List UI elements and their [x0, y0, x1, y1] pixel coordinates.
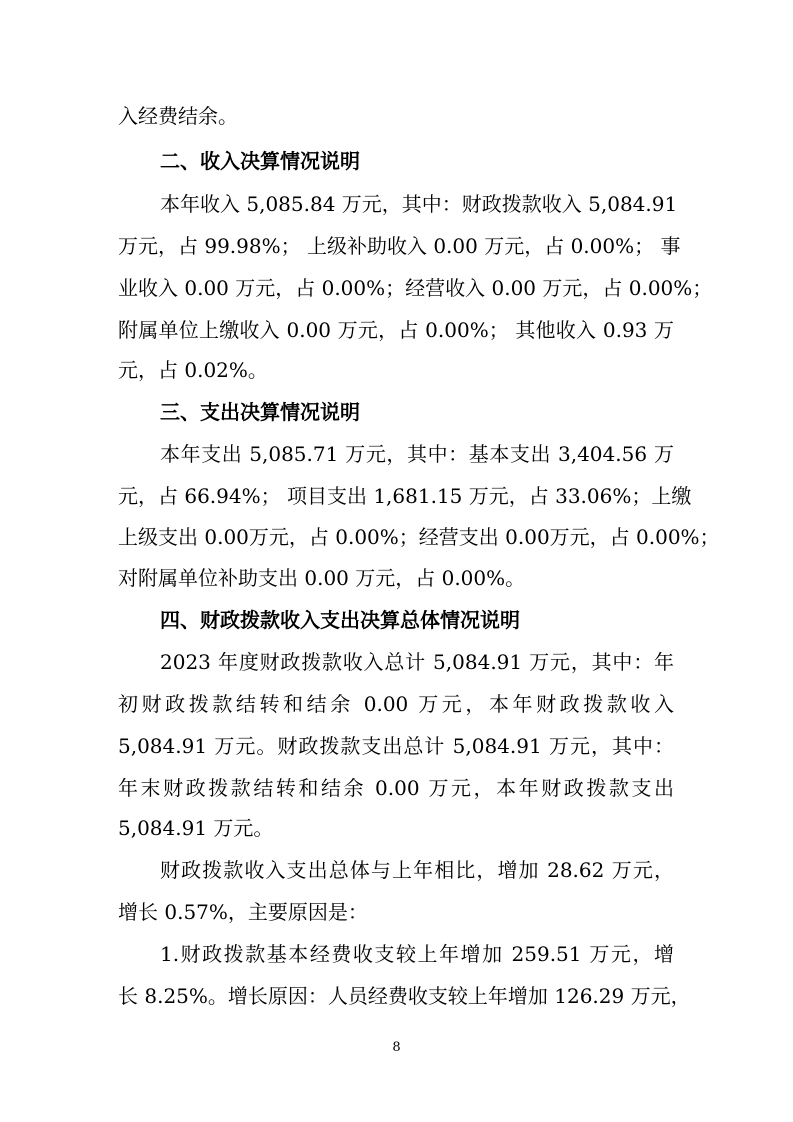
paragraph-line: 5,084.91 万元。财政拨款支出总计 5,084.91 万元，其中：: [118, 734, 674, 758]
paragraph-line: 对附属单位补助支出 0.00 万元，占 0.00%。: [118, 566, 526, 590]
paragraph-line: 元，占 0.02%。: [118, 358, 268, 382]
paragraph-line: 元，占 66.94%； 项目支出 1,681.15 万元，占 33.06%；上缴: [118, 484, 692, 508]
page-number: 8: [392, 1040, 401, 1055]
section-heading-fiscal-appropriation: 四、财政拨款收入支出决算总体情况说明: [160, 608, 520, 632]
paragraph-line: 本年收入 5,085.84 万元，其中：财政拨款收入 5,084.91: [160, 192, 678, 216]
paragraph-line: 万元，占 99.98%； 上级补助收入 0.00 万元，占 0.00%； 事: [118, 234, 681, 258]
paragraph-line: 入经费结余。: [118, 104, 238, 128]
paragraph-line: 年末财政拨款结转和结余 0.00 万元，本年财政拨款支出: [118, 776, 674, 800]
paragraph-line: 初财政拨款结转和结余 0.00 万元，本年财政拨款收入: [118, 692, 674, 716]
paragraph-line: 增长 0.57%，主要原因是：: [118, 900, 368, 924]
paragraph-line: 附属单位上缴收入 0.00 万元，占 0.00%； 其他收入 0.93 万: [118, 318, 674, 342]
paragraph-line: 财政拨款收入支出总体与上年相比，增加 28.62 万元，: [160, 858, 674, 882]
paragraph-line: 业收入 0.00 万元，占 0.00%；经营收入 0.00 万元，占 0.00%；: [118, 276, 713, 300]
paragraph-line: 本年支出 5,085.71 万元，其中：基本支出 3,404.56 万: [160, 442, 674, 466]
paragraph-line: 1.财政拨款基本经费收支较上年增加 259.51 万元，增: [160, 942, 674, 966]
paragraph-line: 5,084.91 万元。: [118, 816, 274, 840]
section-heading-income: 二、收入决算情况说明: [160, 149, 360, 173]
paragraph-line: 2023 年度财政拨款收入总计 5,084.91 万元，其中：年: [160, 650, 674, 674]
paragraph-line: 上级支出 0.00万元，占 0.00%；经营支出 0.00万元，占 0.00%；: [118, 525, 720, 549]
paragraph-line: 长 8.25%。增长原因：人员经费收支较上年增加 126.29 万元，: [118, 984, 691, 1008]
section-heading-expenditure: 三、支出决算情况说明: [160, 400, 360, 424]
